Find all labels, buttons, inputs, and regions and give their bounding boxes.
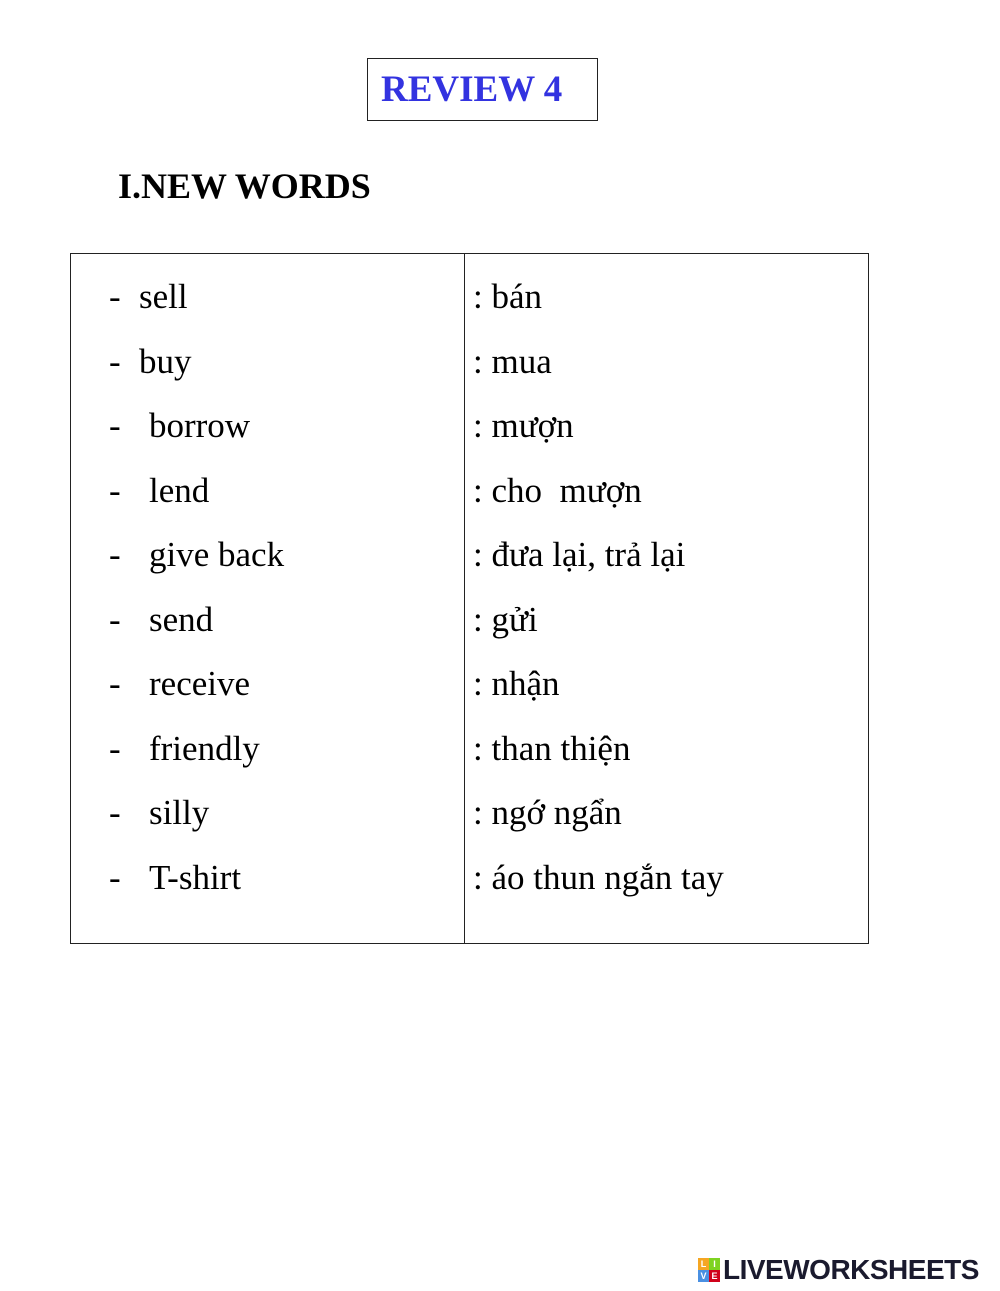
bullet-dash: -: [109, 729, 121, 768]
bullet-dash: -: [109, 793, 121, 832]
vocab-row: [71, 659, 868, 709]
vocab-meaning: : áo thun ngắn tay: [473, 858, 724, 897]
vocab-word: borrow: [149, 406, 251, 445]
vocab-word: silly: [149, 793, 210, 832]
vocab-meaning: : gửi: [473, 600, 538, 639]
vocab-meaning: : than thiện: [473, 729, 631, 768]
vocab-row: [71, 724, 868, 774]
bullet-dash: -: [109, 535, 121, 574]
vocab-row: [71, 788, 868, 838]
logo-letter: L: [698, 1258, 709, 1270]
vocab-row: [71, 337, 868, 387]
section-heading: I.NEW WORDS: [118, 166, 371, 206]
brand-text: LIVEWORKSHEETS: [723, 1254, 979, 1285]
vocab-meaning: : bán: [473, 277, 543, 316]
liveworksheets-icon: [698, 1258, 720, 1282]
vocab-word: give back: [149, 535, 285, 574]
bullet-dash: -: [109, 858, 121, 897]
liveworksheets-logo: [698, 1254, 979, 1286]
vocab-word: T-shirt: [149, 858, 242, 897]
vocab-meaning: : đưa lại, trả lại: [473, 535, 686, 574]
vocab-word: receive: [149, 664, 251, 703]
vocab-meaning: : mượn: [473, 406, 574, 445]
vocab-word: lend: [149, 471, 210, 510]
vocab-meaning: : cho mượn: [473, 471, 642, 510]
bullet-dash: -: [109, 664, 121, 703]
vocab-word: friendly: [149, 729, 260, 768]
bullet-dash: -: [109, 342, 121, 381]
vocabulary-table: [70, 253, 869, 944]
vocab-word: send: [149, 600, 214, 639]
vocab-row: [71, 466, 868, 516]
vocab-row: [71, 853, 868, 903]
logo-letter: V: [698, 1270, 709, 1282]
vocab-meaning: : ngớ ngẩn: [473, 793, 622, 832]
logo-letter: E: [709, 1270, 720, 1282]
vocab-word: buy: [139, 342, 192, 381]
logo-letter: I: [709, 1258, 720, 1270]
vocab-row: [71, 530, 868, 580]
page-title: REVIEW 4: [381, 69, 563, 110]
bullet-dash: -: [109, 277, 121, 316]
vocab-row: [71, 272, 868, 322]
vocab-meaning: : mua: [473, 342, 552, 381]
bullet-dash: -: [109, 406, 121, 445]
bullet-dash: -: [109, 600, 121, 639]
vocab-row: [71, 401, 868, 451]
vocab-word: sell: [139, 277, 188, 316]
vocab-meaning: : nhận: [473, 664, 560, 703]
title-box: [367, 58, 598, 121]
bullet-dash: -: [109, 471, 121, 510]
vocab-row: [71, 595, 868, 645]
